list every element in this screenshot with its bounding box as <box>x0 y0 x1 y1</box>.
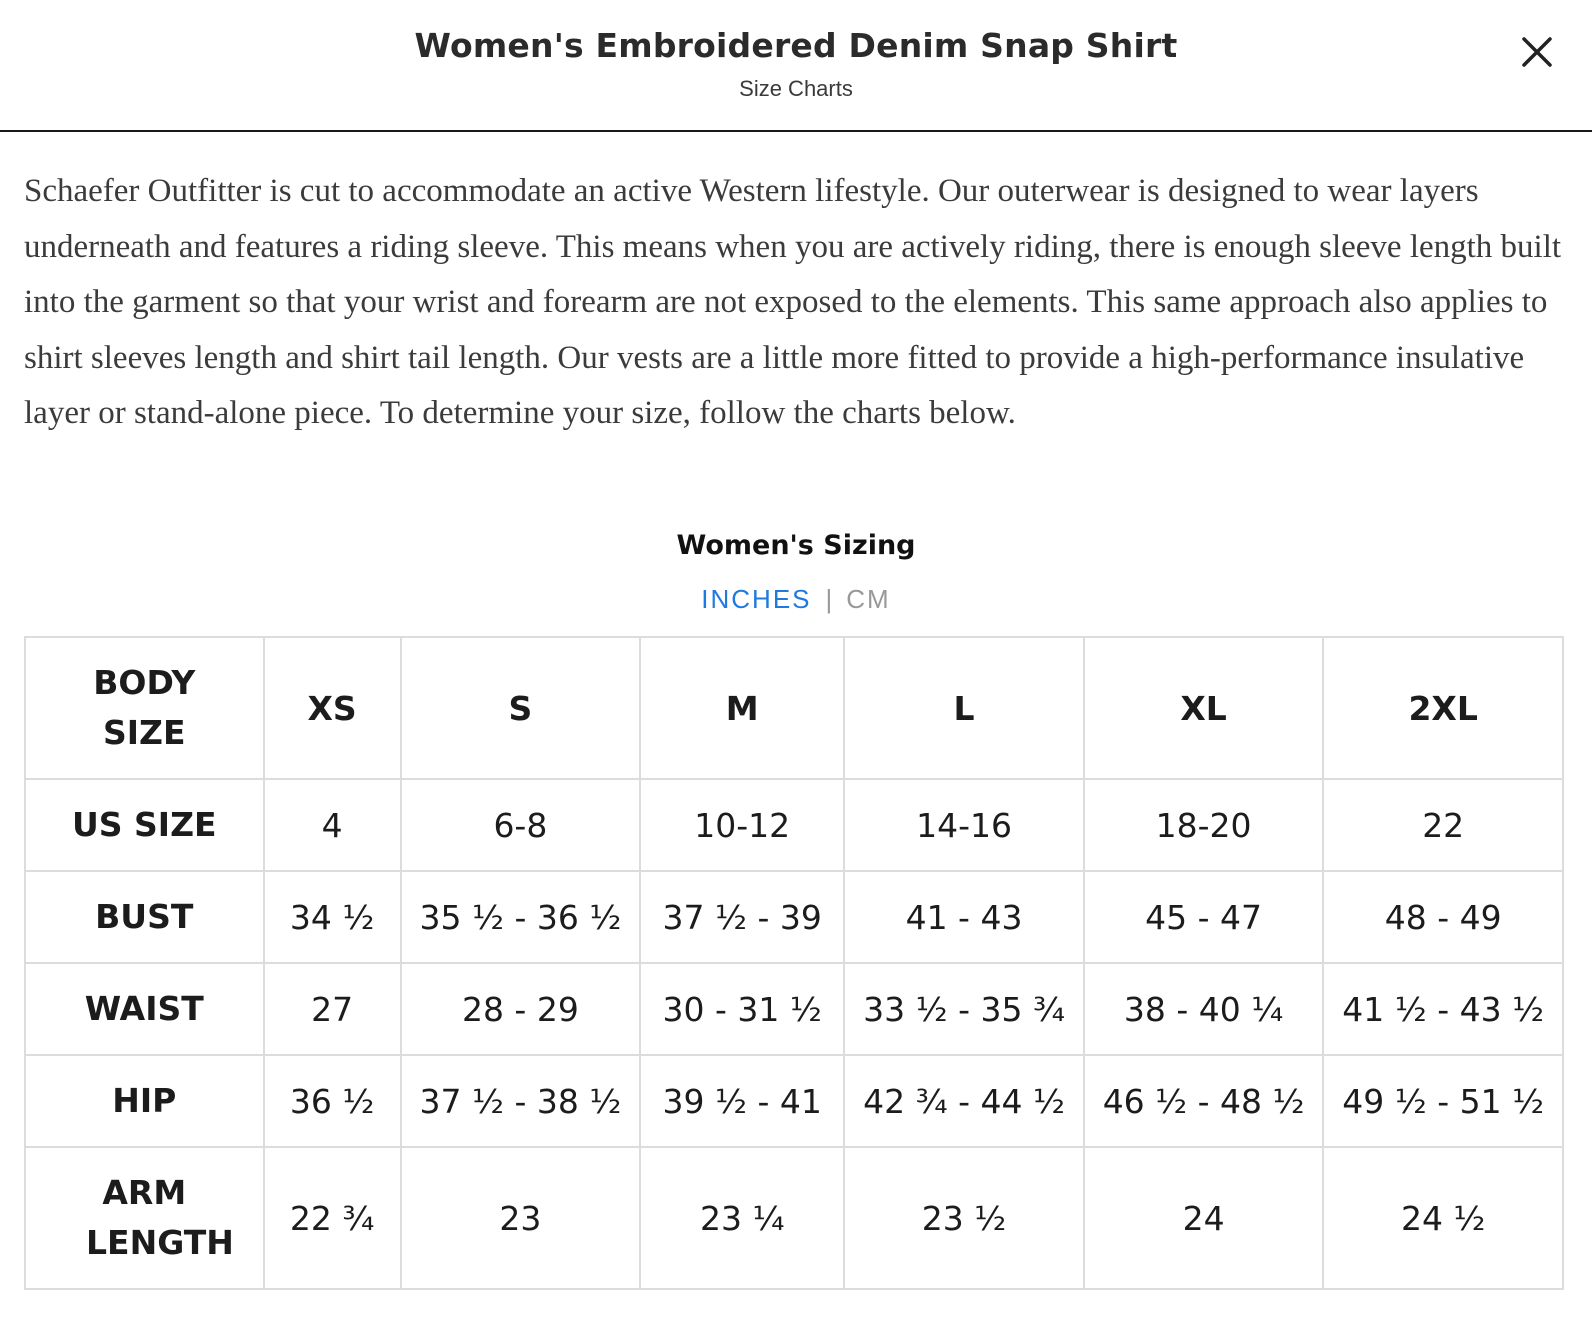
row-label: HIP <box>25 1055 264 1147</box>
table-cell: 28 - 29 <box>401 963 641 1055</box>
table-cell: 41 - 43 <box>844 871 1084 963</box>
table-cell: 33 ½ - 35 ¾ <box>844 963 1084 1055</box>
modal-subtitle: Size Charts <box>739 76 853 101</box>
table-cell: 49 ½ - 51 ½ <box>1323 1055 1563 1147</box>
size-column-header: S <box>401 637 641 779</box>
sizing-title: Women's Sizing <box>676 530 916 561</box>
row-label: BUST <box>25 871 264 963</box>
unit-separator: | <box>825 584 833 614</box>
size-column-header: XL <box>1084 637 1324 779</box>
table-cell: 46 ½ - 48 ½ <box>1084 1055 1324 1147</box>
table-cell: 23 ½ <box>844 1147 1084 1289</box>
size-chart-body <box>25 637 1563 1289</box>
table-cell: 37 ½ - 38 ½ <box>401 1055 641 1147</box>
product-title: Women's Embroidered Denim Snap Shirt <box>414 26 1178 65</box>
row-label: WAIST <box>25 963 264 1055</box>
size-column-header: M <box>640 637 844 779</box>
intro-paragraph: Schaefer Outfitter is cut to accommodate an active Western lifestyle. Our outerwear is designed to wear layers underneath and features a riding sleeve. This means when you are actively riding, there is enough sleeve length built into the garment so that your wrist and forearm are not exposed to the elements. This same approach also applies to shirt sleeves length and shirt tail length. Our vests are a little more fitted to provide a high-performance insulative layer or stand-alone piece. To determine your size, follow the charts below. <box>24 173 1562 432</box>
table-cell: 22 <box>1323 779 1563 871</box>
row-label: ARM LENGTH <box>25 1147 264 1289</box>
table-cell: 41 ½ - 43 ½ <box>1323 963 1563 1055</box>
table-row <box>25 1055 1563 1147</box>
table-cell: 35 ½ - 36 ½ <box>401 871 641 963</box>
table-row <box>25 963 1563 1055</box>
size-column-header: L <box>844 637 1084 779</box>
table-cell: 6-8 <box>401 779 641 871</box>
table-cell: 27 <box>264 963 401 1055</box>
table-row <box>25 1147 1563 1289</box>
row-label: US SIZE <box>25 779 264 871</box>
table-cell: 24 <box>1084 1147 1324 1289</box>
table-cell: 10-12 <box>640 779 844 871</box>
table-cell: 45 - 47 <box>1084 871 1324 963</box>
table-header-row <box>25 637 1563 779</box>
table-cell: 18-20 <box>1084 779 1324 871</box>
size-chart-table <box>24 636 1564 1290</box>
size-column-header: XS <box>264 637 401 779</box>
table-cell: 24 ½ <box>1323 1147 1563 1289</box>
table-cell: 39 ½ - 41 <box>640 1055 844 1147</box>
table-cell: 34 ½ <box>264 871 401 963</box>
table-cell: 38 - 40 ¼ <box>1084 963 1324 1055</box>
table-cell: 23 <box>401 1147 641 1289</box>
close-icon[interactable] <box>1518 33 1562 77</box>
unit-cm-tab[interactable]: CM <box>846 584 891 614</box>
table-row <box>25 779 1563 871</box>
modal-header <box>0 0 1592 132</box>
table-cell: 23 ¼ <box>640 1147 844 1289</box>
table-cell: 22 ¾ <box>264 1147 401 1289</box>
table-cell: 14-16 <box>844 779 1084 871</box>
unit-toggle <box>0 584 1592 615</box>
table-cell: 48 - 49 <box>1323 871 1563 963</box>
unit-inches-tab[interactable]: INCHES <box>701 584 812 614</box>
table-cell: 30 - 31 ½ <box>640 963 844 1055</box>
table-cell: 4 <box>264 779 401 871</box>
table-row <box>25 871 1563 963</box>
table-cell: 42 ¾ - 44 ½ <box>844 1055 1084 1147</box>
table-cell: 36 ½ <box>264 1055 401 1147</box>
table-cell: 37 ½ - 39 <box>640 871 844 963</box>
size-column-header: 2XL <box>1323 637 1563 779</box>
body-size-header: BODY SIZE <box>25 637 264 779</box>
